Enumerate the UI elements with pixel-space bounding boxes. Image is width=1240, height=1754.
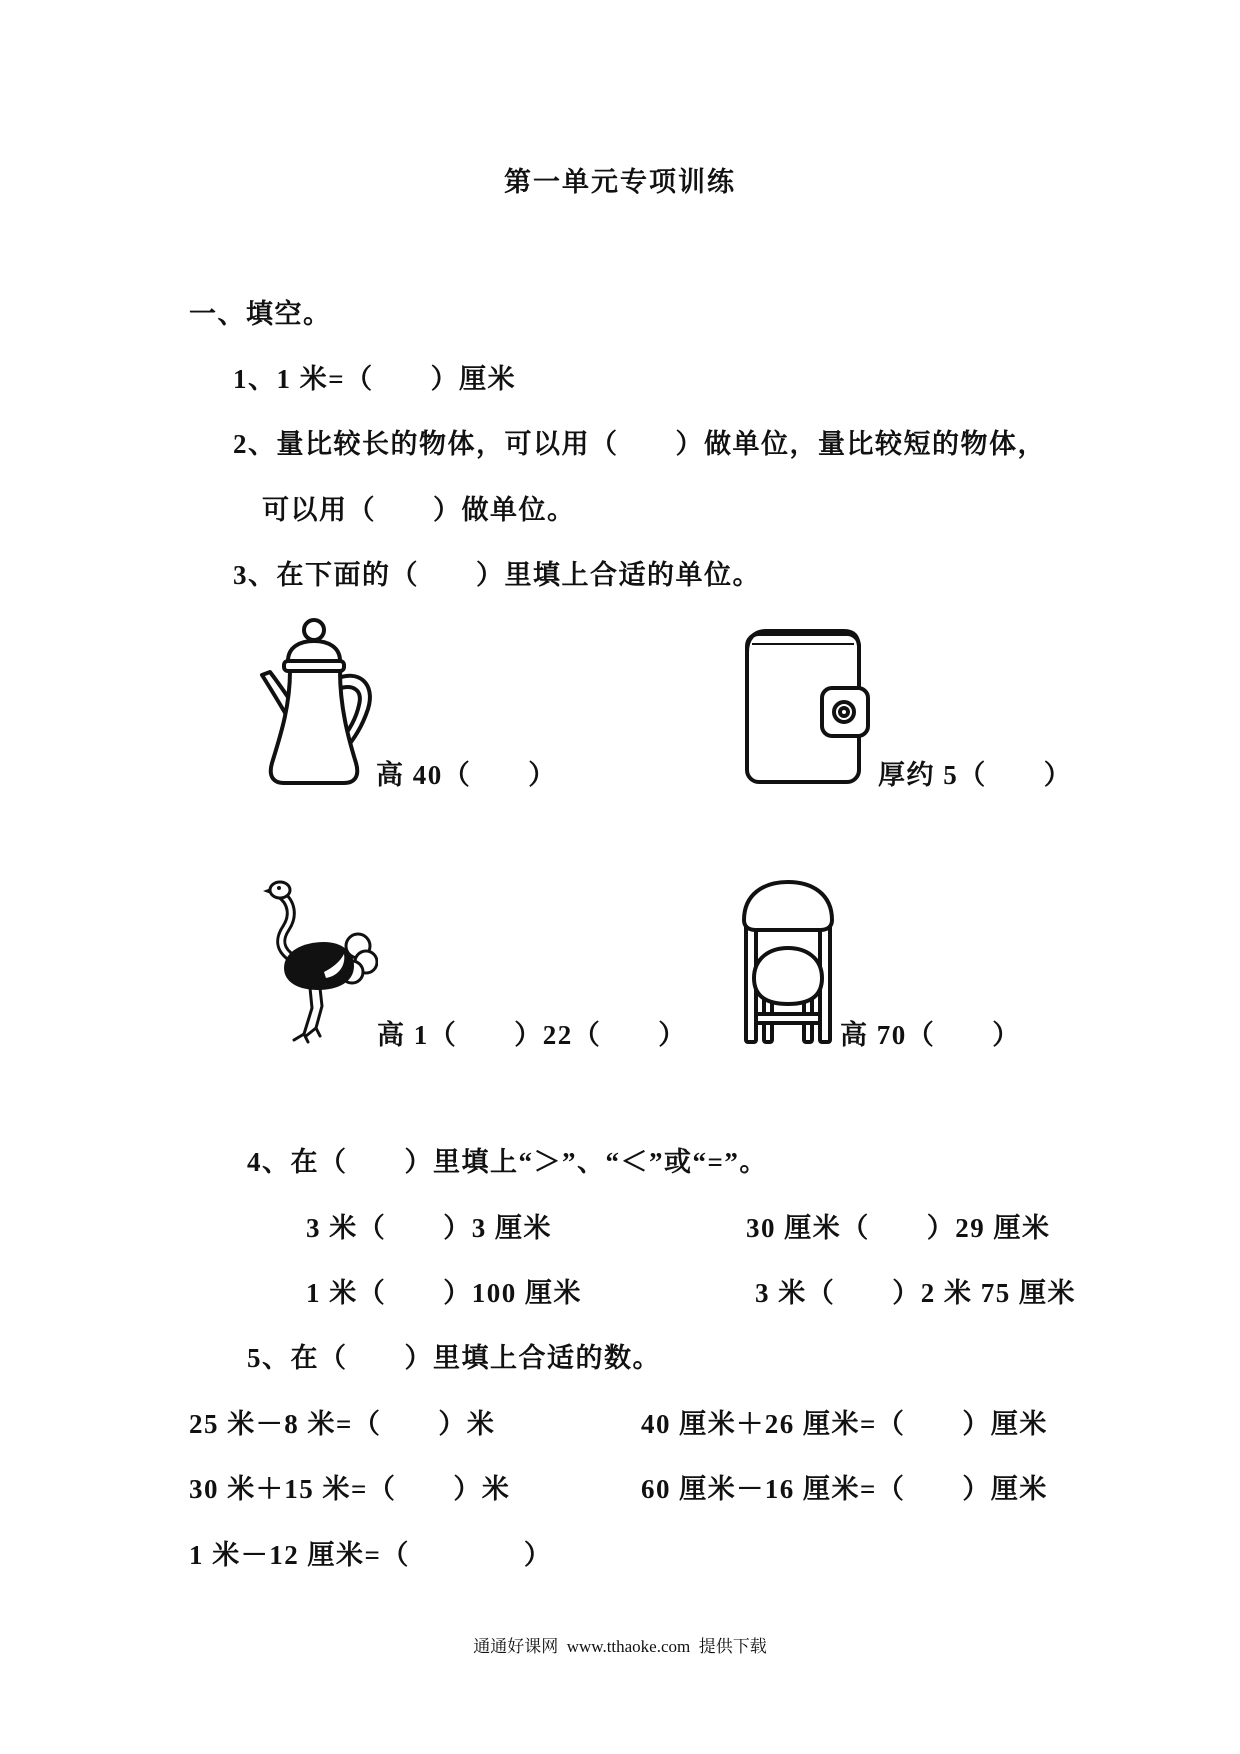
teapot-icon [258, 617, 374, 787]
calc-item: 30 米＋15 米=（ ）米 [189, 1474, 511, 1504]
calc-item: 40 厘米＋26 厘米=（ ）厘米 [641, 1409, 1048, 1439]
notebook-thickness-label: 厚约 5（ ） [878, 760, 1073, 790]
page-title: 第一单元专项训练 [504, 167, 736, 197]
teapot-height-label: 高 40（ ） [376, 760, 557, 790]
notebook-icon [744, 628, 872, 786]
question-1: 1、1 米=（ ）厘米 [233, 364, 517, 394]
ostrich-height-label: 高 1（ ）22（ ） [377, 1020, 687, 1050]
compare-item: 3 米（ ）3 厘米 [306, 1213, 552, 1243]
compare-item: 30 厘米（ ）29 厘米 [746, 1213, 1051, 1243]
section-heading-fill-in: 一、填空。 [189, 299, 332, 329]
stool-icon [740, 878, 836, 1046]
stool-height-label: 高 70（ ） [840, 1020, 1021, 1050]
question-5-prompt: 5、在（ ）里填上合适的数。 [247, 1343, 661, 1373]
calc-item: 60 厘米－16 厘米=（ ）厘米 [641, 1474, 1048, 1504]
calc-item: 1 米－12 厘米=（ ） [189, 1540, 553, 1570]
compare-item: 1 米（ ）100 厘米 [306, 1278, 582, 1308]
compare-item: 3 米（ ）2 米 75 厘米 [755, 1278, 1076, 1308]
ostrich-icon [262, 876, 378, 1048]
question-2-line-2: 可以用（ ）做单位。 [262, 495, 576, 525]
question-2-line-1: 2、量比较长的物体，可以用（ ）做单位，量比较短的物体， [233, 429, 1046, 459]
question-3-prompt: 3、在下面的（ ）里填上合适的单位。 [233, 560, 761, 590]
calc-item: 25 米－8 米=（ ）米 [189, 1409, 496, 1439]
page-footer: 通通好课网 www.tthaoke.com 提供下载 [473, 1637, 767, 1656]
question-4-prompt: 4、在（ ）里填上“＞”、“＜”或“=”。 [247, 1147, 768, 1177]
